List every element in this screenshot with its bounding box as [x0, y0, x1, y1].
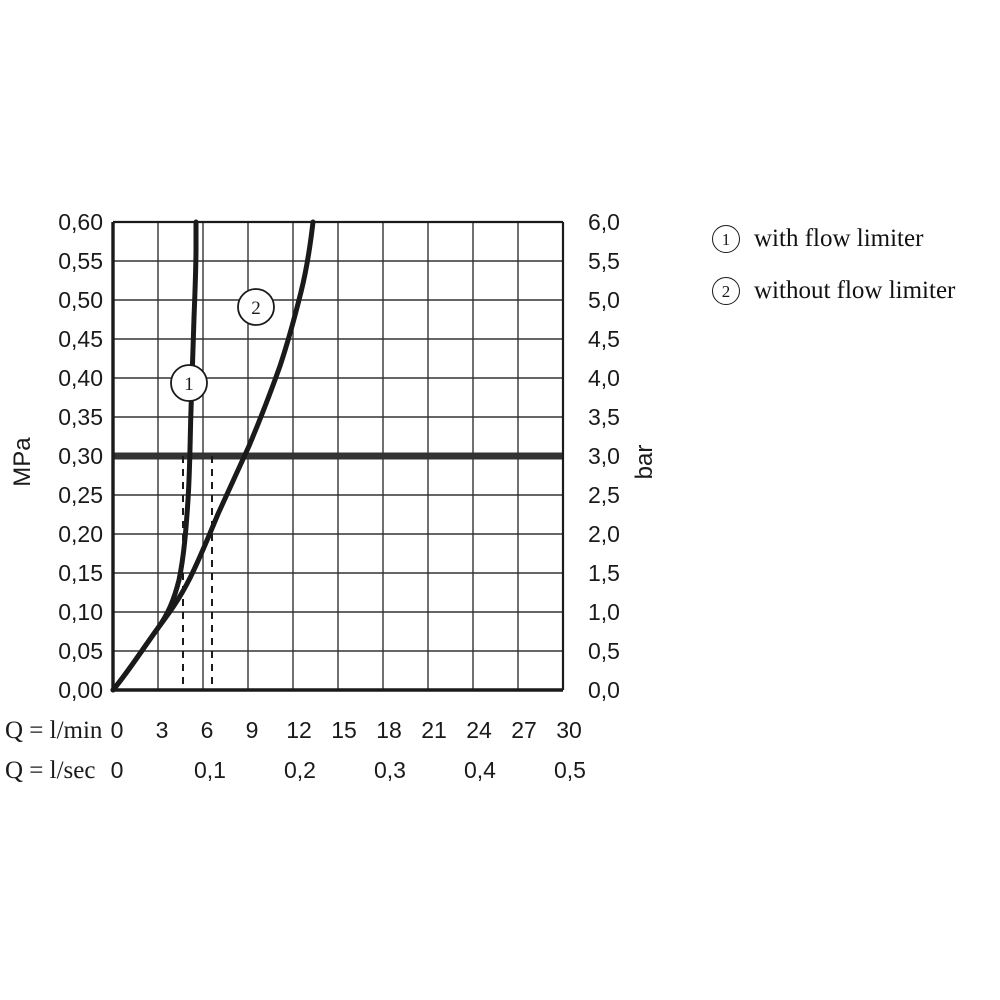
- y-tick-right: 1,5: [588, 560, 620, 586]
- y-tick-right: 3,0: [588, 443, 620, 469]
- y-tick-left: 0,60: [58, 209, 103, 235]
- y-tick-left: 0,25: [58, 482, 103, 508]
- y-tick-right: 5,0: [588, 287, 620, 313]
- y-tick-left: 0,40: [58, 365, 103, 391]
- legend-label-2: without flow limiter: [754, 277, 956, 304]
- y-axis-right-ticks: [588, 209, 620, 703]
- x-tick-lsec: 0,1: [194, 757, 226, 783]
- x-tick-lmin: 12: [286, 717, 312, 743]
- y-tick-left: 0,00: [58, 677, 103, 703]
- x-tick-lmin: 9: [245, 717, 259, 743]
- y-tick-left: 0,05: [58, 638, 103, 664]
- legend-label-1: with flow limiter: [754, 225, 924, 252]
- y-tick-left: 0,45: [58, 326, 103, 352]
- x-tick-lmin: 6: [200, 717, 214, 743]
- x-tick-lsec: 0,2: [284, 757, 316, 783]
- x-tick-lsec: 0,3: [374, 757, 406, 783]
- y-tick-left: 0,55: [58, 248, 103, 274]
- legend-marker-2-icon: 2: [712, 277, 740, 305]
- y-tick-right: 3,5: [588, 404, 620, 430]
- legend-item-without-flow-limiter: [712, 270, 1000, 312]
- y-tick-right: 5,5: [588, 248, 620, 274]
- curve-badge-1-label: 1: [184, 374, 194, 395]
- legend-marker-1-icon: 1: [712, 225, 740, 253]
- x-tick-lmin: 27: [511, 717, 537, 743]
- x-axis-ticks-lsec: [111, 757, 586, 783]
- y-tick-left: 0,15: [58, 560, 103, 586]
- y-tick-right: 2,0: [588, 521, 620, 547]
- y-axis-left-ticks: [58, 209, 103, 703]
- x-tick-lmin: 18: [376, 717, 402, 743]
- y-tick-left: 0,30: [58, 443, 103, 469]
- y-tick-right: 0,0: [588, 677, 620, 703]
- chart-legend: [712, 218, 1000, 322]
- x-tick-lsec: 0: [110, 757, 124, 783]
- curve-badge-2-label: 2: [251, 298, 261, 319]
- y-tick-left: 0,35: [58, 404, 103, 430]
- x-tick-lmin: 30: [556, 717, 582, 743]
- y-tick-right: 6,0: [588, 209, 620, 235]
- x-tick-lmin: 0: [110, 717, 124, 743]
- y-tick-left: 0,10: [58, 599, 103, 625]
- y-tick-right: 4,0: [588, 365, 620, 391]
- x-tick-lmin: 3: [155, 717, 169, 743]
- y-tick-left: 0,50: [58, 287, 103, 313]
- y-axis-unit-bar: bar: [631, 444, 658, 480]
- y-axis-unit-mpa: MPa: [9, 437, 36, 487]
- x-tick-lmin: 15: [331, 717, 357, 743]
- x-axis-label-lsec: Q = l/sec: [5, 757, 96, 784]
- y-tick-right: 4,5: [588, 326, 620, 352]
- x-axis-ticks-lmin: [111, 717, 582, 743]
- x-tick-lmin: 21: [421, 717, 447, 743]
- x-tick-lsec: 0,4: [464, 757, 496, 783]
- curve-badge-2: [238, 289, 274, 325]
- x-tick-lmin: 24: [466, 717, 492, 743]
- y-tick-right: 2,5: [588, 482, 620, 508]
- y-tick-left: 0,20: [58, 521, 103, 547]
- x-tick-lsec: 0,5: [554, 757, 586, 783]
- x-axis-label-lmin: Q = l/min: [5, 717, 103, 744]
- legend-item-with-flow-limiter: [712, 218, 1000, 260]
- curve-badge-1: [171, 365, 207, 401]
- y-tick-right: 0,5: [588, 638, 620, 664]
- y-tick-right: 1,0: [588, 599, 620, 625]
